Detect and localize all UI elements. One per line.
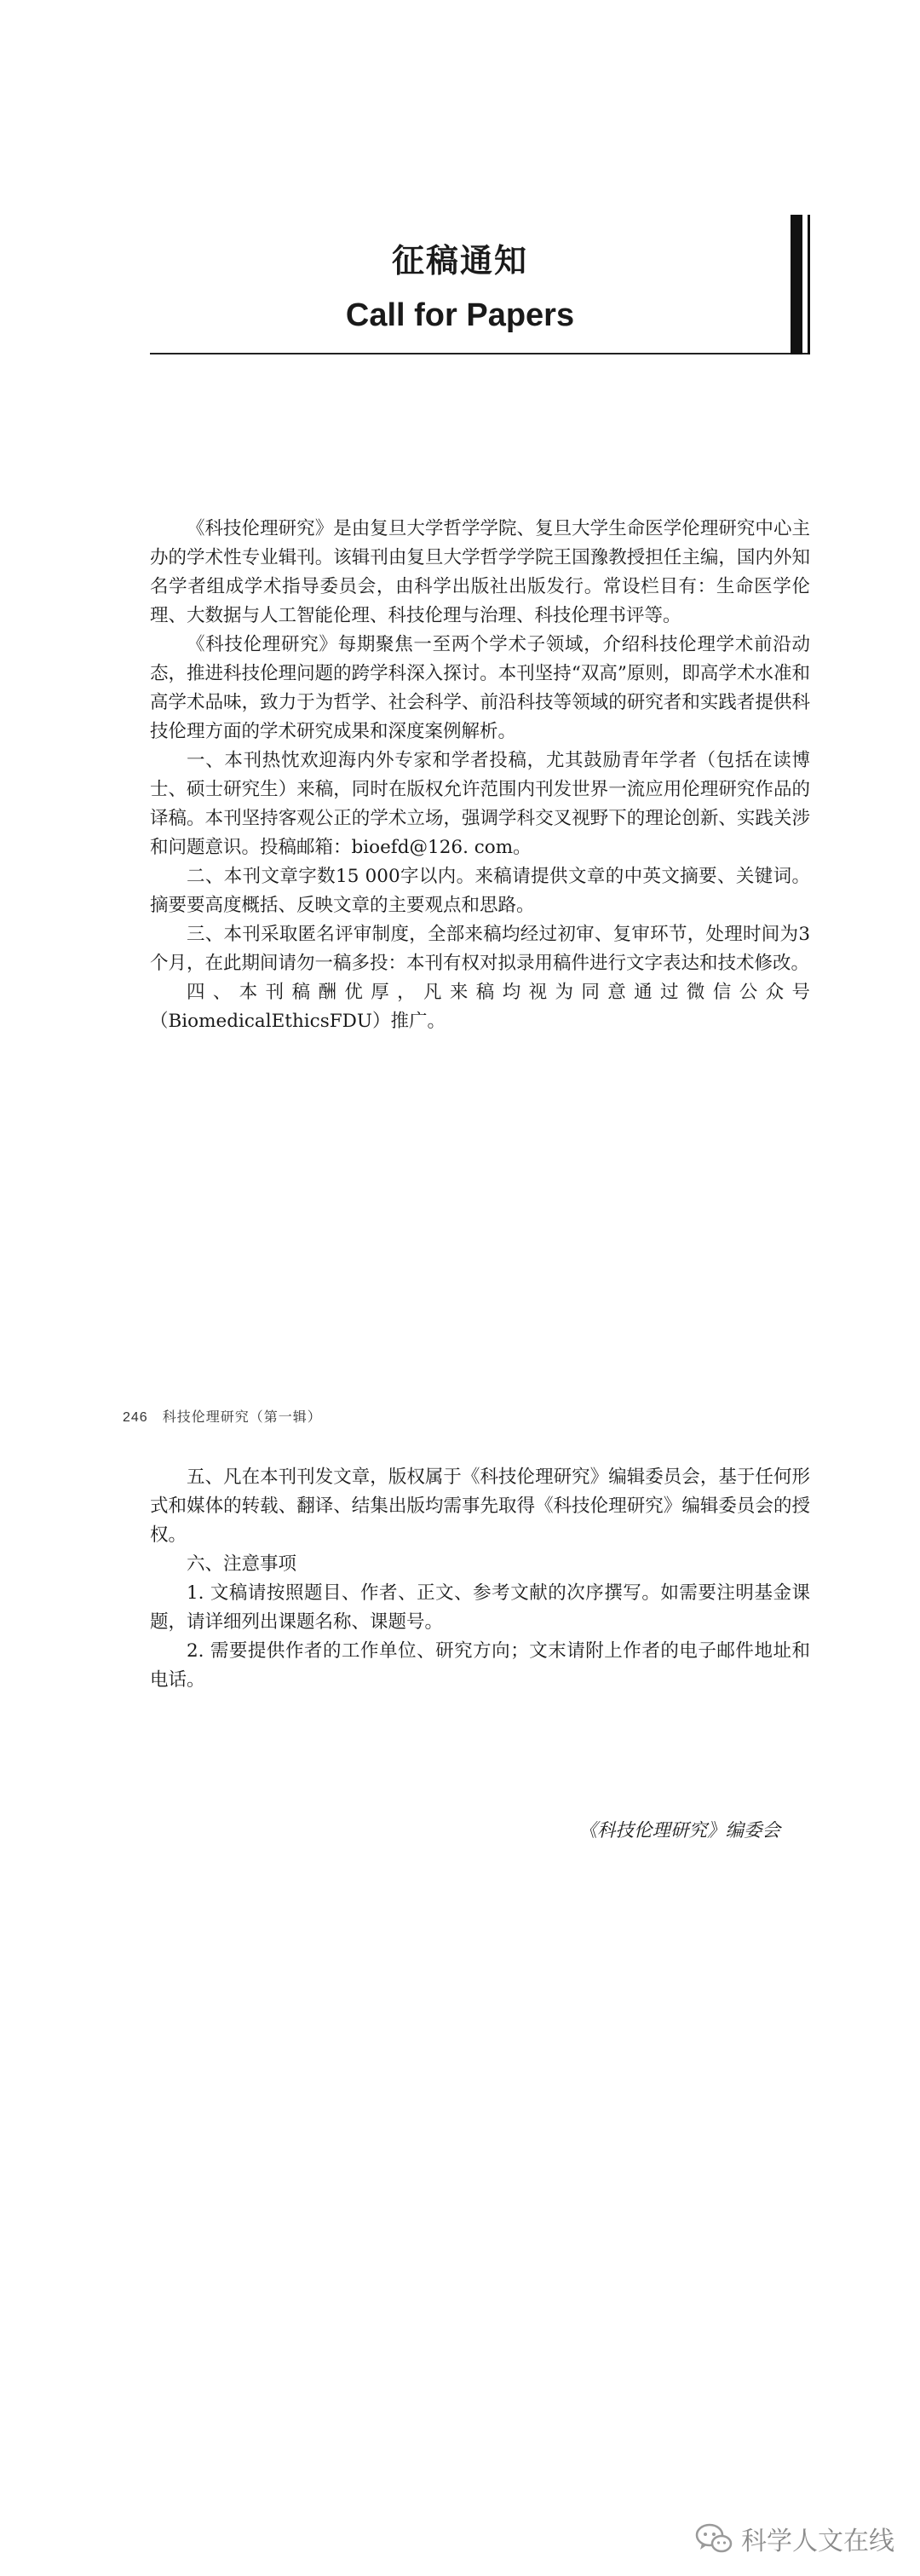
continued-paragraph-2: 六、注意事项	[187, 1553, 297, 1575]
header-side-bar-thin	[808, 215, 810, 354]
intro-paragraph-3: 一、本刊热忱欢迎海内外专家和学者投稿，尤其鼓励青年学者（包括在读博士、硕士研究生）来稿，同时在版权允许范围内刊发世界一流应用伦理研究作品的译稿。本刊坚持客观公正的学术立场，强调学科交叉视野下的理论创新、实践关涉和问题意识。投稿邮箱：bioefd@126. com。	[150, 750, 810, 858]
watermark-text: 科学人文在线	[741, 2527, 894, 2556]
intro-paragraph-2: 《科技伦理研究》每期聚焦一至两个学术子领域，介绍科技伦理学术前沿动态，推进科技伦理问题的跨学科深入探讨。本刊坚持“双高”原则，即高学术水准和高学术品味，致力于为哲学、社会科学、前沿科技等领域的研究者和实践者提供科技伦理方面的学术研究成果和深度案例解析。	[150, 634, 810, 742]
editorial-signature: 《科技伦理研究》编委会	[578, 1820, 780, 1841]
header-side-bar	[791, 215, 802, 354]
page-title-cn: 征稿通知	[391, 241, 528, 279]
page-number-footer: 246 科技伦理研究（第一辑）	[123, 1410, 322, 1425]
continued-paragraph-3: 1. 文稿请按照题目、作者、正文、参考文献的次序撰写。如需要注明基金课题，请详细列出课题名称、课题号。	[150, 1582, 810, 1633]
page-title-en: Call for Papers	[345, 297, 575, 333]
intro-paragraph-1: 《科技伦理研究》是由复旦大学哲学学院、复旦大学生命医学伦理研究中心主办的学术性专业辑刊。该辑刊由复旦大学哲学学院王国豫教授担任主编，国内外知名学者组成学术指导委员会，由科学出版社出版发行。常设栏目有：生命医学伦理、大数据与人工智能伦理、科技伦理与治理、科技伦理书评等。	[150, 518, 810, 626]
wechat-logo-icon	[695, 2521, 733, 2556]
continued-paragraph-4: 2. 需要提供作者的工作单位、研究方向；文末请附上作者的电子邮件地址和电话。	[150, 1640, 810, 1691]
watermark	[695, 2520, 894, 2557]
header-divider	[150, 353, 810, 354]
intro-section	[150, 515, 810, 1036]
intro-paragraph-4: 二、本刊文章字数15 000字以内。来稿请提供文章的中英文摘要、关键词。摘要要高度概括、反映文章的主要观点和思路。	[150, 866, 810, 916]
continued-paragraph-1: 五、凡在本刊刊发文章，版权属于《科技伦理研究》编辑委员会，基于任何形式和媒体的转载、翻译、结集出版均需事先取得《科技伦理研究》编辑委员会的授权。	[150, 1467, 810, 1546]
intro-paragraph-5: 三、本刊采取匿名评审制度，全部来稿均经过初审、复审环节，处理时间为3个月，在此期间请勿一稿多投：本刊有权对拟录用稿件进行文字表达和技术修改。	[150, 924, 810, 974]
continued-section	[150, 1463, 810, 1695]
intro-paragraph-6: 四、本刊稿酬优厚，凡来稿均视为同意通过微信公众号（BiomedicalEthicsFDU）推广。	[150, 982, 810, 1032]
